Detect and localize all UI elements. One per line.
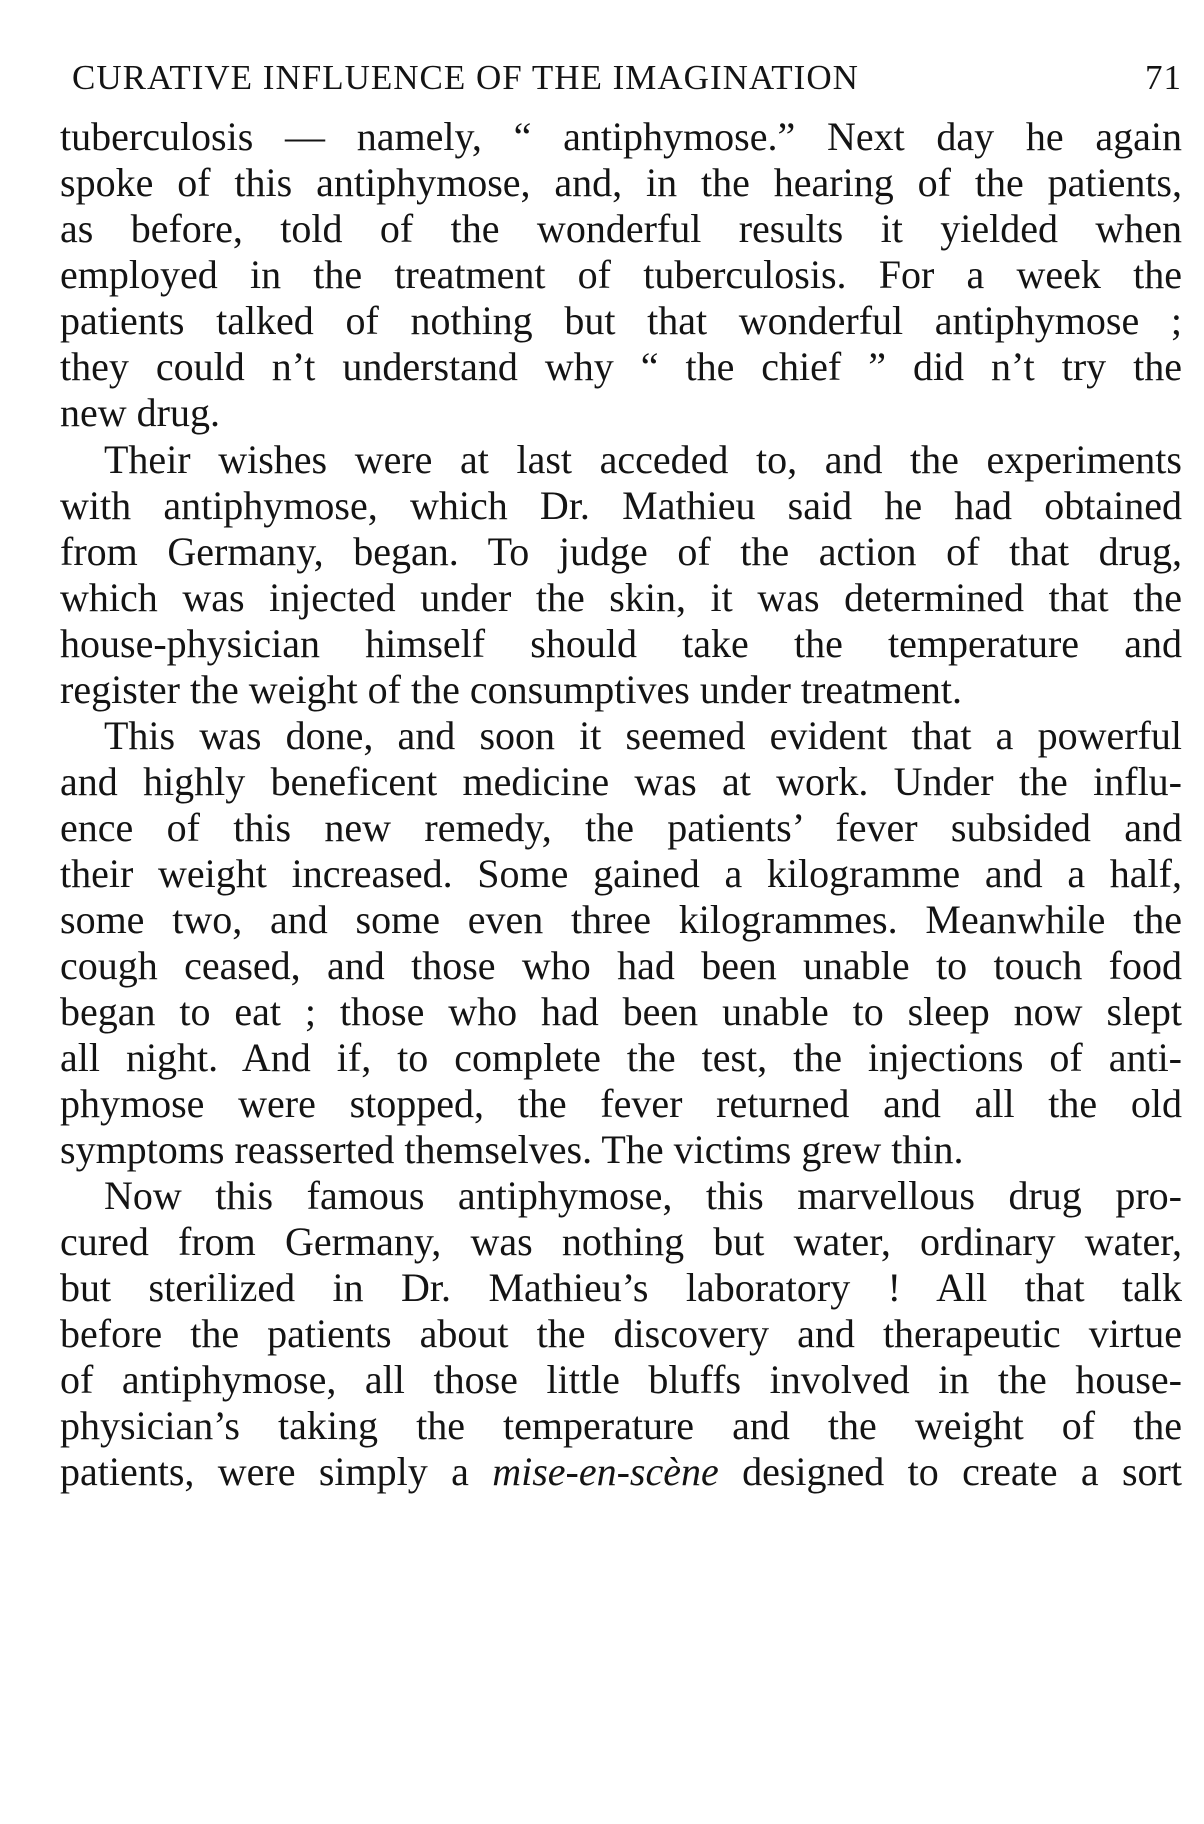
text-segment: patients, were simply a [60,1449,493,1494]
text-line: Their wishes were at last acceded to, and the experiments [104,437,1182,482]
text-line: Now this famous antiphymose, this marvellous drug pro- [104,1173,1182,1218]
text-line: tuberculosis — namely, “ antiphymose.” Next day he again [60,114,1182,159]
text-line: began to eat ; those who had been unable to sleep now slept [60,989,1182,1034]
text-line: but sterilized in Dr. Mathieu’s laboratory ! All that talk [60,1265,1182,1310]
text-line: from Germany, began. To judge of the action of that drug, [60,529,1182,574]
page-header [72,58,1182,108]
page-number: 71 [1145,58,1182,97]
text-line: as before, told of the wonderful results it yielded when [60,206,1182,251]
text-line: symptoms reasserted themselves. The victims grew thin. [60,1127,964,1172]
text-line: employed in the treatment of tuberculosis. For a week the [60,252,1182,297]
text-line: register the weight of the consumptives under treatment. [60,667,962,712]
text-line: with antiphymose, which Dr. Mathieu said he had obtained [60,483,1182,528]
text-line: ence of this new remedy, the patients’ fever subsided and [60,805,1182,850]
text-line: spoke of this antiphymose, and, in the hearing of the patients, [60,160,1182,205]
text-line: they could n’t understand why “ the chief ” did n’t try the [60,344,1182,389]
running-title: CURATIVE INFLUENCE OF THE IMAGINATION [72,58,859,97]
text-line: before the patients about the discovery and therapeutic virtue [60,1311,1182,1356]
text-line: and highly beneficent medicine was at work. Under the influ- [60,759,1182,804]
text-line: house-physician himself should take the temperature and [60,621,1182,666]
text-line: all night. And if, to complete the test, the injections of anti- [60,1035,1182,1080]
text-line: This was done, and soon it seemed evident that a powerful [104,713,1182,758]
text-line: which was injected under the skin, it was determined that the [60,575,1182,620]
text-line: cured from Germany, was nothing but water, ordinary water, [60,1219,1182,1264]
text-line: of antiphymose, all those little bluffs involved in the house- [60,1357,1182,1402]
text-segment: designed to create a sort [718,1449,1182,1494]
text-line: some two, and some even three kilogrammes. Meanwhile the [60,897,1182,942]
text-line-last [60,1445,1182,1499]
text-line: physician’s taking the temperature and the weight of the [60,1403,1182,1448]
text-line: phymose were stopped, the fever returned and all the old [60,1081,1182,1126]
text-line: cough ceased, and those who had been unable to touch food [60,943,1182,988]
text-line: their weight increased. Some gained a kilogramme and a half, [60,851,1182,896]
text-line: new drug. [60,390,220,435]
text-line: patients talked of nothing but that wonderful antiphymose ; [60,298,1182,343]
italic-phrase: mise-en-scène [492,1449,719,1494]
